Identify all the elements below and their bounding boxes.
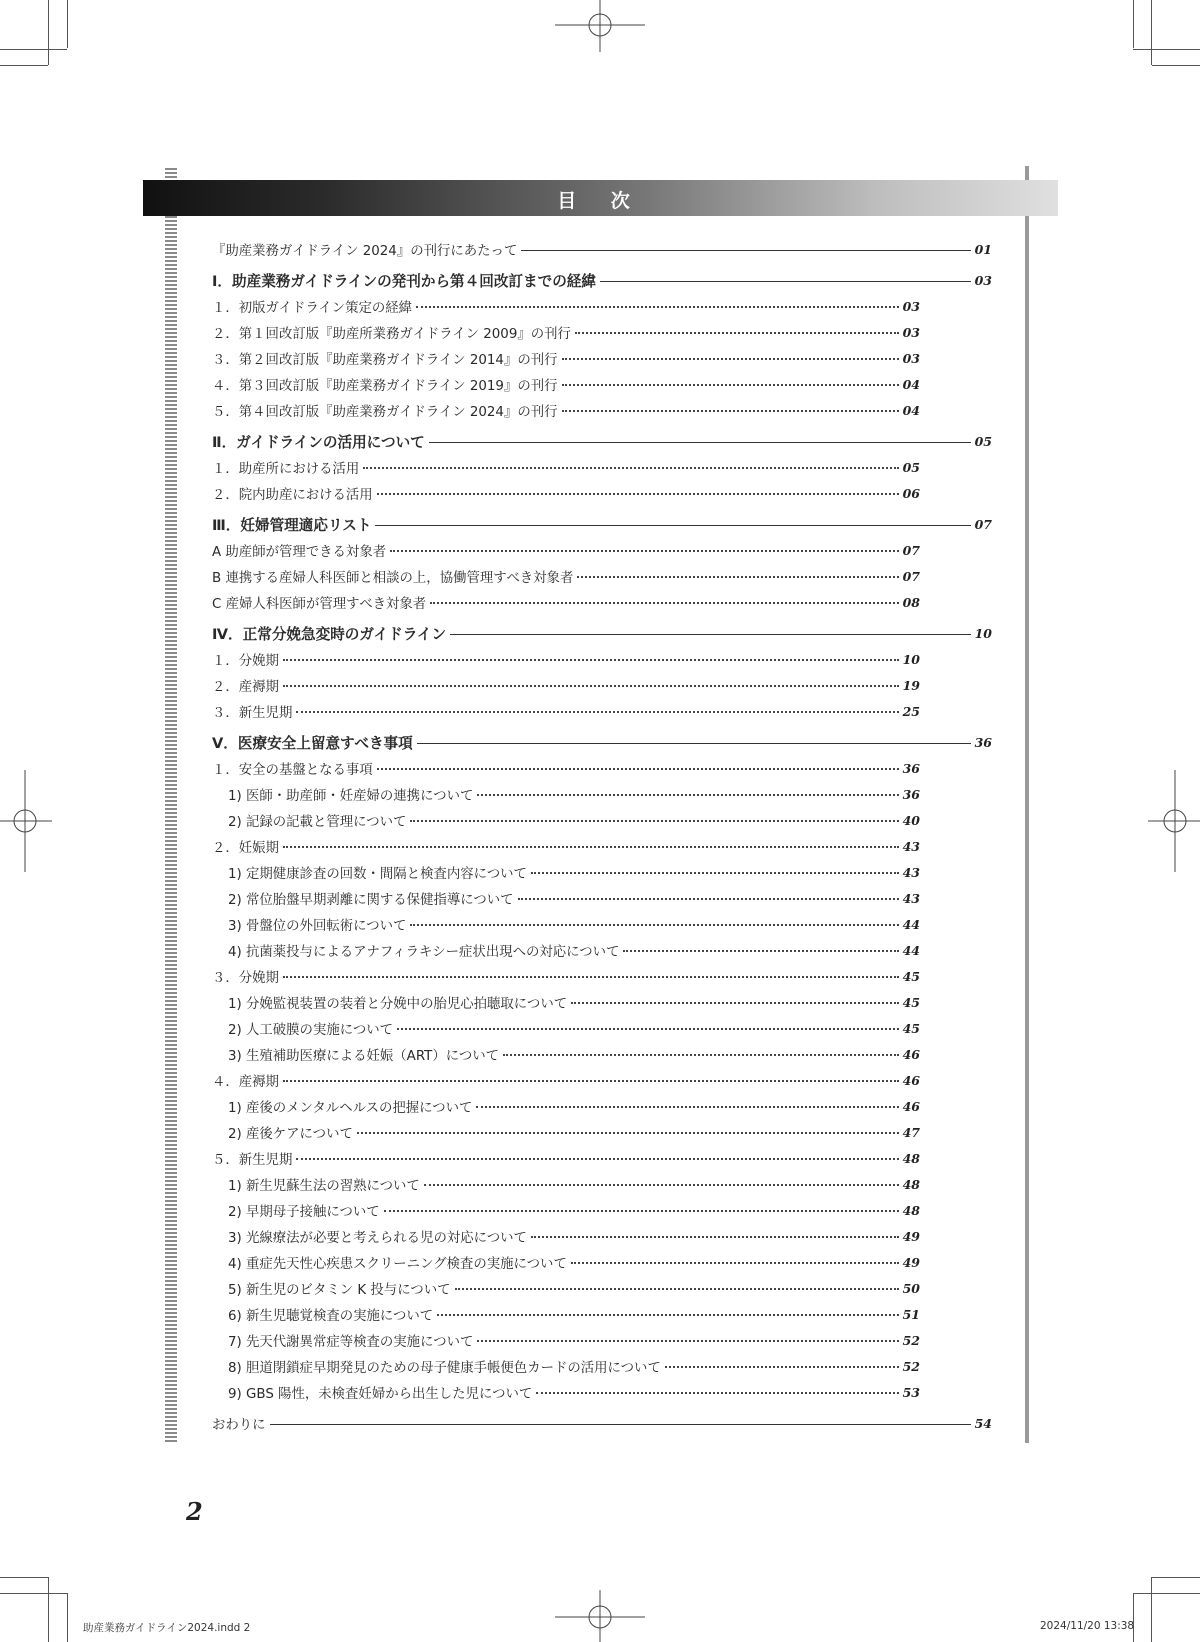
toc-page-number: 07 xyxy=(902,568,920,584)
toc-leader xyxy=(623,950,898,952)
toc-entry xyxy=(212,672,920,698)
toc-entry-label: 3) 光線療法が必要と考えられる児の対応について xyxy=(228,1230,527,1246)
toc-page-number: 49 xyxy=(902,1228,920,1244)
toc-leader xyxy=(477,794,898,796)
toc-entry-label: Ⅰ．助産業務ガイドラインの発刊から第４回改訂までの経緯 xyxy=(212,272,596,290)
crop-mark xyxy=(0,1577,48,1578)
toc-entry xyxy=(212,807,920,833)
page-number: 2 xyxy=(186,1497,203,1526)
toc-page-number: 44 xyxy=(902,916,920,932)
toc-entry xyxy=(212,1041,920,1067)
toc-leader xyxy=(283,846,899,848)
toc-entry-label: ３．新生児期 xyxy=(212,705,293,721)
toc-entry-label: ３．分娩期 xyxy=(212,970,279,986)
toc-entry-label: 1) 新生児蘇生法の習熟について xyxy=(228,1178,420,1194)
toc-entry xyxy=(212,833,920,859)
toc-leader xyxy=(296,711,898,713)
toc-entry-label: Ⅲ．妊婦管理適応リスト xyxy=(212,516,372,534)
toc-entry xyxy=(212,1119,920,1145)
toc-leader xyxy=(600,281,971,282)
toc-entry-label: １．助産所における活用 xyxy=(212,461,360,477)
toc-leader xyxy=(357,1132,899,1134)
toc-leader xyxy=(577,576,898,578)
toc-page-number: 40 xyxy=(902,812,920,828)
toc-entry xyxy=(212,937,920,963)
footer-timestamp: 2024/11/20 13:38 xyxy=(1040,1620,1135,1632)
toc-page-number: 45 xyxy=(902,968,920,984)
toc-entry-label: 1) 産後のメンタルヘルスの把握について xyxy=(228,1100,473,1116)
toc-page-number: 01 xyxy=(974,241,992,257)
toc-entry-label: B 連携する産婦人科医師と相談の上，協働管理すべき対象者 xyxy=(212,570,574,586)
toc-entry-label: 1) 医師・助産師・妊産婦の連携について xyxy=(228,788,474,804)
toc-page-number: 05 xyxy=(974,433,992,449)
toc-entry xyxy=(212,454,920,480)
binding-stripe xyxy=(165,168,177,1443)
toc-leader xyxy=(416,306,899,308)
toc-page-number: 43 xyxy=(902,838,920,854)
toc-entry xyxy=(212,1093,920,1119)
toc-entry-label: ２．妊娠期 xyxy=(212,840,279,856)
toc-entry xyxy=(212,293,920,319)
toc-entry xyxy=(212,1223,920,1249)
toc-leader xyxy=(562,358,899,360)
toc-leader xyxy=(437,1314,898,1316)
toc-entry-label: Ⅳ．正常分娩急変時のガイドライン xyxy=(212,625,447,643)
toc-entry xyxy=(212,1171,920,1197)
toc-entry xyxy=(212,755,920,781)
toc-leader xyxy=(450,634,971,635)
toc-page-number: 03 xyxy=(902,350,920,366)
toc-leader xyxy=(377,768,899,770)
toc-entry-label: 3) 骨盤位の外回転術について xyxy=(228,918,407,934)
toc-leader xyxy=(536,1392,898,1394)
toc-page-number: 48 xyxy=(902,1202,920,1218)
toc-entry xyxy=(212,1301,920,1327)
toc-leader xyxy=(571,1002,898,1004)
toc-page-number: 10 xyxy=(974,625,992,641)
toc-entry-label: 1) 分娩監視装置の装着と分娩中の胎児心拍聴取について xyxy=(228,996,568,1012)
toc-entry-label: Ⅴ．医療安全上留意すべき事項 xyxy=(212,734,413,752)
toc-page-number: 25 xyxy=(902,703,920,719)
toc-page-number: 19 xyxy=(902,677,920,693)
toc-entry xyxy=(212,345,920,371)
registration-mark-icon xyxy=(555,0,645,52)
toc-leader xyxy=(476,1106,898,1108)
toc-page-number: 44 xyxy=(902,942,920,958)
toc-leader xyxy=(384,1210,899,1212)
registration-mark-icon xyxy=(0,770,52,872)
toc-leader xyxy=(377,493,899,495)
toc-title: 目 次 xyxy=(557,190,644,212)
toc-leader xyxy=(390,550,898,552)
toc-leader xyxy=(562,410,899,412)
crop-mark xyxy=(0,1593,67,1594)
toc-page-number: 46 xyxy=(902,1046,920,1062)
toc-leader xyxy=(562,384,899,386)
toc-page-number: 10 xyxy=(902,651,920,667)
toc-page-number: 54 xyxy=(974,1415,992,1431)
toc-entry xyxy=(212,1353,920,1379)
toc-entry xyxy=(212,698,920,724)
toc-page-number: 52 xyxy=(902,1358,920,1374)
toc-entry-label: ２．第１回改訂版『助産所業務ガイドライン 2009』の刊行 xyxy=(212,326,571,342)
toc-page-number: 03 xyxy=(974,272,992,288)
toc-entry xyxy=(212,859,920,885)
toc-leader xyxy=(575,332,899,334)
toc-entry-label: 5) 新生児のビタミン K 投与について xyxy=(228,1282,451,1298)
toc-leader xyxy=(518,898,899,900)
toc-entry-label: 4) 抗菌薬投与によるアナフィラキシー症状出現への対応について xyxy=(228,944,620,960)
toc-page-number: 43 xyxy=(902,890,920,906)
toc-leader xyxy=(363,467,898,469)
toc-entry-label: 2) 記録の記載と管理について xyxy=(228,814,407,830)
toc-leader xyxy=(455,1288,899,1290)
toc-leader xyxy=(283,685,899,687)
toc-page-number: 46 xyxy=(902,1072,920,1088)
toc-entry xyxy=(212,885,920,911)
toc-entry xyxy=(212,1145,920,1171)
toc-entry-label: ５．新生児期 xyxy=(212,1152,293,1168)
toc-header-band xyxy=(143,180,1058,216)
toc-entry-label: ２．院内助産における活用 xyxy=(212,487,373,503)
toc-entry-label: ２．産褥期 xyxy=(212,679,279,695)
toc-page-number: 49 xyxy=(902,1254,920,1270)
toc-entry-label: 『助産業務ガイドライン 2024』の刊行にあたって xyxy=(212,243,518,259)
toc-entry-label: ３．第２回改訂版『助産業務ガイドライン 2014』の刊行 xyxy=(212,352,558,368)
toc-page-number: 06 xyxy=(902,485,920,501)
toc-entry xyxy=(212,371,920,397)
toc-page-number: 45 xyxy=(902,1020,920,1036)
toc-section xyxy=(212,729,992,755)
toc-page-number: 08 xyxy=(902,594,920,610)
toc-page-number: 36 xyxy=(902,760,920,776)
toc-page-number: 48 xyxy=(902,1176,920,1192)
toc-leader xyxy=(410,820,898,822)
toc-entry-label: ５．第４回改訂版『助産業務ガイドライン 2024』の刊行 xyxy=(212,404,558,420)
toc-entry xyxy=(212,1197,920,1223)
toc-page-number: 53 xyxy=(902,1384,920,1400)
toc-page-number: 47 xyxy=(902,1124,920,1140)
toc-entry xyxy=(212,236,992,262)
toc-leader xyxy=(430,602,898,604)
toc-leader xyxy=(477,1340,898,1342)
toc-page-number: 07 xyxy=(974,516,992,532)
toc-leader xyxy=(424,1184,899,1186)
toc-entry-label: １．分娩期 xyxy=(212,653,279,669)
registration-mark-icon xyxy=(555,1590,645,1642)
toc-entry-label: １．安全の基盤となる事項 xyxy=(212,762,373,778)
toc-entry-label: 2) 早期母子接触について xyxy=(228,1204,380,1220)
toc-page-number: 48 xyxy=(902,1150,920,1166)
footer-filename: 助産業務ガイドライン2024.indd 2 xyxy=(83,1622,251,1634)
toc-page-number: 43 xyxy=(902,864,920,880)
crop-mark xyxy=(1133,0,1134,48)
crop-mark xyxy=(1152,1577,1200,1578)
toc-entry xyxy=(212,480,920,506)
crop-mark xyxy=(67,0,68,48)
toc-page-number: 52 xyxy=(902,1332,920,1348)
toc-page-number: 46 xyxy=(902,1098,920,1114)
toc-entry-label: 1) 定期健康診査の回数・間隔と検査内容について xyxy=(228,866,527,882)
toc-page-number: 04 xyxy=(902,402,920,418)
toc-entry xyxy=(212,1015,920,1041)
right-margin-rule xyxy=(1025,166,1029,1443)
toc-page-number: 45 xyxy=(902,994,920,1010)
toc-leader xyxy=(397,1028,899,1030)
toc-section xyxy=(212,267,992,293)
toc-entry-label: 7) 先天代謝異常症等検査の実施について xyxy=(228,1334,474,1350)
toc-section xyxy=(212,428,992,454)
toc-page-number: 07 xyxy=(902,542,920,558)
crop-mark xyxy=(48,1577,49,1642)
toc-leader xyxy=(521,250,970,251)
toc-entry-label: A 助産師が管理できる対象者 xyxy=(212,544,387,560)
toc-entry-label: 8) 胆道閉鎖症早期発見のための母子健康手帳便色カードの活用について xyxy=(228,1360,661,1376)
toc-leader xyxy=(665,1366,899,1368)
crop-mark xyxy=(0,65,48,66)
toc-leader xyxy=(531,872,899,874)
toc-leader xyxy=(283,659,899,661)
toc-entry xyxy=(212,397,920,423)
toc-entry xyxy=(212,989,920,1015)
toc-entry xyxy=(212,563,920,589)
toc-page-number: 50 xyxy=(902,1280,920,1296)
toc-page-number: 36 xyxy=(974,734,992,750)
toc-leader xyxy=(417,743,971,744)
toc-leader xyxy=(410,924,898,926)
table-of-contents xyxy=(212,236,992,1436)
toc-entry xyxy=(212,646,920,672)
toc-page-number: 03 xyxy=(902,324,920,340)
toc-entry-label: 2) 産後ケアについて xyxy=(228,1126,353,1142)
toc-entry xyxy=(212,589,920,615)
crop-mark xyxy=(1133,49,1200,50)
toc-section xyxy=(212,620,992,646)
toc-entry-label: おわりに xyxy=(212,1417,266,1433)
toc-entry-label: １．初版ガイドライン策定の経緯 xyxy=(212,300,413,316)
toc-page-number: 04 xyxy=(902,376,920,392)
toc-entry-label: 4) 重症先天性心疾患スクリーニング検査の実施について xyxy=(228,1256,567,1272)
toc-entry-label: ４．産褥期 xyxy=(212,1074,279,1090)
crop-mark xyxy=(1151,0,1152,65)
toc-entry xyxy=(212,963,920,989)
toc-leader xyxy=(283,1080,899,1082)
toc-leader xyxy=(270,1424,971,1425)
toc-page-number: 03 xyxy=(902,298,920,314)
toc-entry-label: 2) 人工破膜の実施について xyxy=(228,1022,394,1038)
toc-entry xyxy=(212,911,920,937)
toc-entry xyxy=(212,1379,920,1405)
toc-leader xyxy=(429,442,971,443)
toc-entry-label: ４．第３回改訂版『助産業務ガイドライン 2019』の刊行 xyxy=(212,378,558,394)
toc-entry xyxy=(212,1275,920,1301)
toc-entry xyxy=(212,781,920,807)
toc-entry-label: 2) 常位胎盤早期剥離に関する保健指導について xyxy=(228,892,514,908)
toc-entry xyxy=(212,1067,920,1093)
crop-mark xyxy=(48,0,49,65)
crop-mark xyxy=(0,49,67,50)
toc-entry xyxy=(212,1327,920,1353)
crop-mark xyxy=(1133,1593,1134,1642)
toc-page-number: 05 xyxy=(902,459,920,475)
toc-section xyxy=(212,511,992,537)
toc-leader xyxy=(571,1262,899,1264)
crop-mark xyxy=(67,1593,68,1642)
toc-leader xyxy=(503,1054,899,1056)
toc-entry-label: 3) 生殖補助医療による妊娠（ART）について xyxy=(228,1048,500,1064)
toc-leader xyxy=(296,1158,898,1160)
toc-entry xyxy=(212,537,920,563)
crop-mark xyxy=(1151,1577,1152,1642)
toc-leader xyxy=(283,976,899,978)
crop-mark xyxy=(1152,65,1200,66)
toc-entry-label: 9) GBS 陽性，未検査妊婦から出生した児について xyxy=(228,1386,533,1402)
toc-page-number: 36 xyxy=(902,786,920,802)
toc-entry xyxy=(212,1249,920,1275)
toc-entry xyxy=(212,319,920,345)
crop-mark xyxy=(1133,1593,1200,1594)
toc-leader xyxy=(531,1236,899,1238)
toc-entry-label: 6) 新生児聴覚検査の実施について xyxy=(228,1308,434,1324)
toc-page-number: 51 xyxy=(902,1306,920,1322)
registration-mark-icon xyxy=(1148,770,1200,872)
toc-leader xyxy=(375,525,970,526)
toc-entry-label: C 産婦人科医師が管理すべき対象者 xyxy=(212,596,427,612)
toc-entry xyxy=(212,1410,992,1436)
toc-entry-label: Ⅱ．ガイドラインの活用について xyxy=(212,433,425,451)
